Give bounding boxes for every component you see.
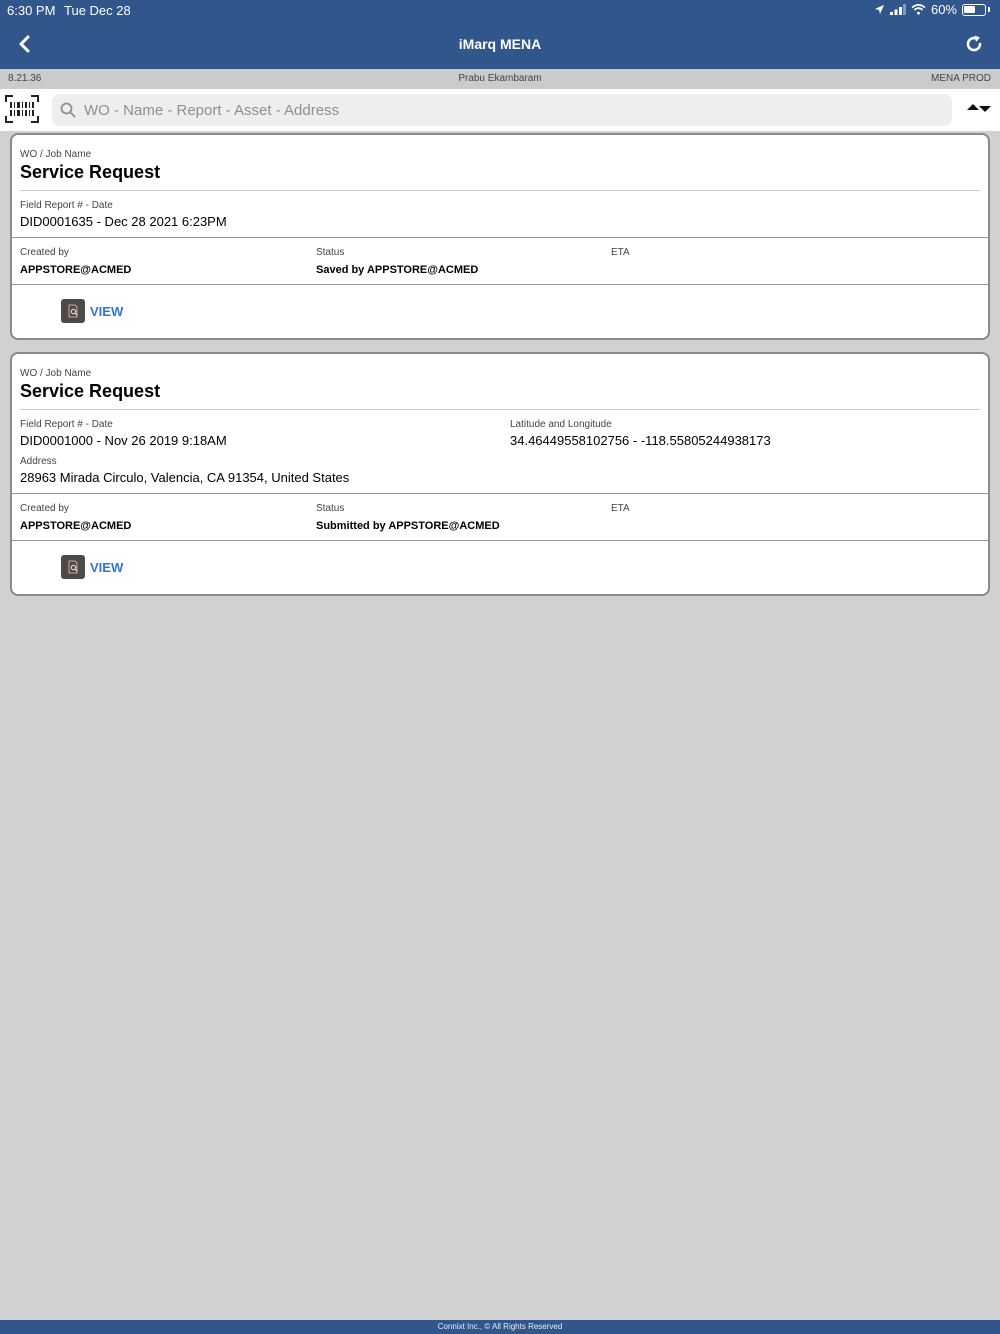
created-by-label: Created by — [20, 247, 69, 258]
view-report-icon — [61, 299, 85, 323]
status-label: Status — [316, 247, 345, 258]
address-value: 28963 Mirada Circulo, Valencia, CA 91354, United States — [20, 470, 350, 485]
sort-arrows-icon — [966, 103, 992, 117]
divider — [12, 540, 988, 541]
refresh-icon — [964, 34, 984, 54]
battery-level — [964, 6, 975, 13]
field-report-label: Field Report # - Date — [20, 419, 113, 430]
app-version: 8.21.36 — [8, 73, 42, 84]
page-title: iMarq MENA — [458, 36, 542, 52]
location-arrow-icon — [874, 4, 885, 15]
created-by-value: APPSTORE@ACMED — [20, 520, 132, 532]
barcode-scan-button[interactable] — [5, 94, 39, 124]
refresh-button[interactable] — [964, 34, 984, 54]
view-label: VIEW — [90, 303, 124, 319]
status-value: Submitted by APPSTORE@ACMED — [316, 520, 500, 532]
battery-percent: 60% — [930, 2, 957, 17]
divider — [12, 284, 988, 285]
user-name: Prabu Ekambaram — [458, 73, 542, 84]
lat-long-label: Latitude and Longitude — [510, 419, 612, 430]
info-bar — [0, 69, 1000, 89]
footer-copyright: Connixt Inc., © All Rights Reserved — [0, 1320, 1000, 1334]
wo-job-name-value: Service Request — [20, 162, 161, 182]
cellular-signal-icon — [890, 4, 906, 15]
created-by-value: APPSTORE@ACMED — [20, 264, 132, 276]
environment-label: MENA PROD — [930, 73, 991, 84]
view-report-icon — [61, 555, 85, 579]
status-date: Tue Dec 28 — [64, 3, 131, 18]
status-indicators — [874, 2, 990, 17]
created-by-label: Created by — [20, 503, 69, 514]
status-value: Saved by APPSTORE@ACMED — [316, 264, 479, 276]
search-row — [0, 89, 1000, 131]
field-report-value: DID0001000 - Nov 26 2019 9:18AM — [20, 433, 227, 448]
sort-toggle-button[interactable] — [966, 103, 992, 117]
search-input[interactable] — [84, 94, 944, 126]
report-card[interactable] — [10, 133, 990, 340]
divider — [20, 409, 980, 410]
wo-job-name-value: Service Request — [20, 381, 161, 401]
status-label: Status — [316, 503, 345, 514]
eta-label: ETA — [611, 247, 630, 258]
wifi-icon — [911, 4, 926, 15]
field-report-value: DID0001635 - Dec 28 2021 6:23PM — [20, 214, 227, 229]
view-label: VIEW — [90, 559, 124, 575]
barcode-scanner-icon — [5, 94, 39, 124]
eta-label: ETA — [611, 503, 630, 514]
search-bar — [52, 94, 952, 126]
report-card[interactable] — [10, 352, 990, 596]
battery-tip — [988, 7, 990, 12]
wo-job-name-label: WO / Job Name — [20, 149, 92, 160]
divider — [12, 493, 988, 494]
lat-long-value: 34.46449558102756 - -118.55805244938173 — [510, 433, 771, 448]
view-button[interactable] — [61, 299, 123, 323]
divider — [12, 237, 988, 238]
battery-icon — [962, 4, 986, 16]
divider — [20, 190, 980, 191]
search-icon — [60, 102, 76, 118]
status-bar — [0, 0, 1000, 20]
view-button[interactable] — [61, 555, 123, 579]
status-time: 6:30 PM — [7, 3, 56, 18]
wo-job-name-label: WO / Job Name — [20, 368, 92, 379]
field-report-label: Field Report # - Date — [20, 200, 113, 211]
app-header — [0, 0, 1000, 69]
address-label: Address — [20, 456, 57, 467]
